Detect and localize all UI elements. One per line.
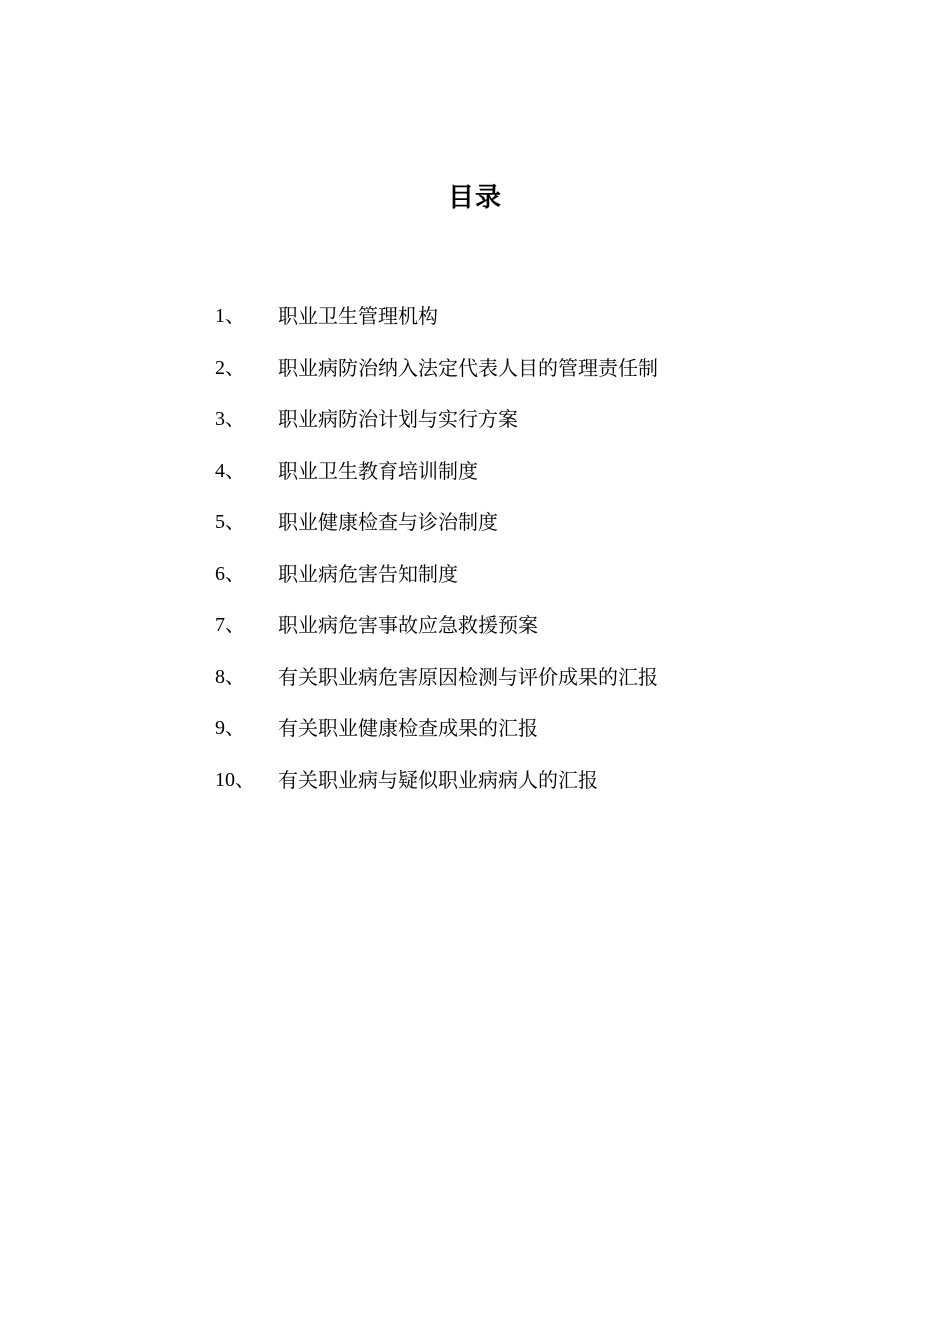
toc-item-6 [215, 558, 815, 610]
toc-item-4 [215, 455, 815, 507]
toc-item-10 [215, 764, 815, 816]
page-title: 目录 [447, 183, 502, 213]
toc-entry-text: 职业病防治计划与实行方案 [278, 407, 518, 431]
toc-item-5 [215, 506, 815, 558]
toc-number: 8、 [215, 665, 245, 688]
toc-entry-text: 职业卫生教育培训制度 [278, 458, 478, 483]
toc-number: 9、 [215, 717, 245, 739]
toc-item-7 [215, 609, 815, 661]
toc-entry-text: 职业卫生管理机构 [278, 304, 438, 328]
toc-entry-text: 职业病危害事故应急救援预案 [278, 613, 538, 637]
toc-item-1 [215, 300, 815, 352]
toc-number: 3、 [215, 408, 245, 430]
toc-entry-text: 有关职业病与疑似职业病病人的汇报 [278, 767, 598, 792]
toc-entry-text: 有关职业病危害原因检测与评价成果的汇报 [278, 664, 658, 689]
toc-entry-text: 职业病危害告知制度 [278, 561, 458, 586]
toc-item-9 [215, 712, 815, 764]
toc-number: 10、 [215, 768, 255, 791]
toc-number: 1、 [215, 305, 245, 327]
toc-number: 2、 [215, 356, 245, 379]
toc-entry-text: 职业健康检查与诊治制度 [278, 510, 498, 534]
toc-item-3 [215, 403, 815, 455]
table-of-contents [215, 300, 815, 815]
toc-number: 6、 [215, 562, 245, 585]
toc-number: 4、 [215, 459, 245, 482]
toc-number: 7、 [215, 614, 245, 636]
toc-entry-text: 职业病防治纳入法定代表人目的管理责任制 [278, 355, 658, 380]
toc-item-2 [215, 352, 815, 404]
toc-number: 5、 [215, 511, 245, 533]
toc-item-8 [215, 661, 815, 713]
toc-entry-text: 有关职业健康检查成果的汇报 [278, 716, 538, 740]
